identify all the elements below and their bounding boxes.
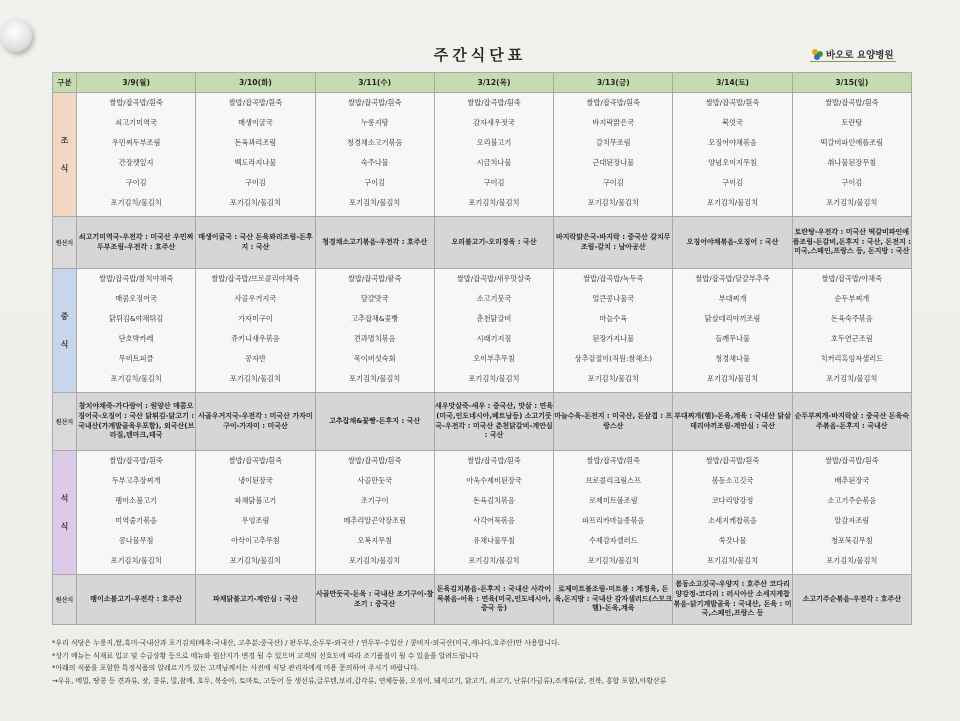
- menu-item: 돈육꽈리조림: [234, 138, 277, 147]
- menu-item: 감자새우젓국: [473, 118, 515, 127]
- menu-item: 마늘수육: [599, 314, 628, 323]
- dinner-cell: [315, 451, 434, 575]
- origin-label: 원산지: [53, 575, 77, 625]
- menu-item: 파채닭불고기: [234, 496, 277, 505]
- menu-item: 쥬키니새우볶음: [231, 334, 280, 343]
- menu-item: 사각어묵볶음: [473, 516, 515, 525]
- dinner-cell: [673, 451, 792, 575]
- menu-item: 누룽지탕: [360, 118, 389, 127]
- menu-item: 구이김: [483, 178, 505, 187]
- menu-item: 쌀밥/잡곡밥/흰죽: [109, 456, 163, 465]
- breakfast-cell: [554, 93, 673, 217]
- menu-item: 쌀밥/잡곡밥/흰죽: [228, 98, 283, 107]
- menu-item: 닭튀김&야채튀김: [109, 314, 164, 323]
- menu-item: 포기김치/물김치: [229, 198, 281, 207]
- menu-item: 봄동소고깃국: [711, 476, 754, 485]
- menu-item: 쌀밥/잡곡밥/흰죽: [586, 456, 640, 465]
- origin-label: 원산지: [53, 217, 77, 269]
- menu-item: 돈육김치볶음: [473, 496, 515, 505]
- header-label: 구분: [53, 73, 77, 93]
- menu-item: 포기김치/물김치: [826, 374, 878, 383]
- origin-cell: 소고기주순볶음-우전각 : 호주산: [792, 575, 911, 625]
- menu-item: 얼큰콩나물국: [592, 294, 635, 303]
- menu-item: 오징어야채볶음: [708, 138, 757, 147]
- breakfast-cell: [434, 93, 553, 217]
- menu-item: 포기김치/물김치: [587, 198, 639, 207]
- menu-item: 무비트피클: [118, 354, 154, 363]
- breakfast-cell: [77, 93, 196, 217]
- logo-text: 바오로 요양병원: [826, 50, 894, 61]
- menu-item: 구이김: [125, 178, 147, 187]
- menu-item: 포기김치/물김치: [587, 374, 639, 383]
- menu-item: 쌀밥/잡곡밥/녹두죽: [583, 274, 644, 283]
- origin-cell: 쇠고기미역국-우전각 : 미국산 우민찌두부조림-우전각 : 호주산: [77, 217, 196, 269]
- menu-item: 수제감자샐러드: [588, 536, 638, 545]
- menu-item: 사골우거지국: [234, 294, 277, 303]
- menu-item: 숙주나물: [360, 158, 389, 167]
- breakfast-cell: [196, 93, 315, 217]
- lunch-cell: [554, 269, 673, 393]
- origin-cell: 오리불고기-오리정육 : 국산: [434, 217, 553, 269]
- menu-item: 쌀밥/잡곡밥/흰죽: [705, 98, 760, 107]
- day-header: 3/13(금): [554, 73, 673, 93]
- origin-cell: 토란탕-우전각 : 미국산 떡갈비파인애플조림-돈갈비,돈후지 : 국산, 돈전지 : 미국,스페인,프랑스 등, 돈지방 : 국산: [792, 217, 911, 269]
- menu-item: 청경채나물: [715, 354, 750, 363]
- menu-item: 쌀밥/잡곡밥/흰죽: [347, 456, 402, 465]
- menu-item: 치커리흑임자샐러드: [820, 354, 884, 363]
- header-row: [53, 73, 912, 93]
- page-title: 주간식단표: [433, 46, 527, 64]
- origin-cell: 바지락맑은국-바지락 : 중국산 갈치무조림-갈치 : 남아공산: [554, 217, 673, 269]
- menu-item: 포기김치/물김치: [468, 374, 520, 383]
- menu-item: 고추잡채&꽃빵: [351, 314, 399, 323]
- menu-item: 근대된장나물: [592, 158, 635, 167]
- dinner-label: 석 식: [53, 451, 77, 575]
- menu-item: 아욱수제비된장국: [466, 476, 522, 485]
- notes-section: [52, 637, 932, 688]
- logo-mark-icon: [812, 49, 823, 60]
- lunch-row: [53, 269, 912, 393]
- weekly-menu-table: [52, 72, 912, 625]
- day-header: 3/15(일): [792, 73, 911, 93]
- lunch-cell: [434, 269, 553, 393]
- menu-item: 춘천닭갈비: [476, 314, 512, 323]
- origin-cell: 사골만둣국-돈육 : 국내산 조기구이-참조기 : 중국산: [315, 575, 434, 625]
- dinner-cell: [434, 451, 553, 575]
- origin-cell: 돈육김치볶음-돈후지 : 국내산 사각어묵볶음-어육 : 연육(미국,인도네시아,중국 등): [434, 575, 553, 625]
- menu-item: 포기김치/물김치: [229, 556, 281, 565]
- menu-item: 쌀밥/잡곡밥/흰죽: [347, 98, 402, 107]
- menu-item: 소세지케찹볶음: [708, 516, 757, 525]
- logo-underline: [810, 61, 896, 62]
- dinner-row: [53, 451, 912, 575]
- lunch-cell: [673, 269, 792, 393]
- origin-cell: 로제미트볼조림-미트볼 : 계정육, 돈육,돈지방 : 국내산 감자샐러드(스모크햄)-돈육,계육: [554, 575, 673, 625]
- origin-cell: 청경채소고기볶음-우전각 : 호주산: [315, 217, 434, 269]
- menu-item: 양념오이지무침: [708, 158, 757, 167]
- menu-item: 쌀밥/잡곡밥/야채죽: [821, 274, 883, 283]
- menu-item: 북엇국: [722, 118, 743, 127]
- day-header: 3/10(화): [196, 73, 315, 93]
- note-line: *우리 식당은 누룽지,쌀,흑미-국내산과 포기김치(배추:국내산, 고추분:중국산) / 판두부,순두부-외국산 / 연두부-수입산 / 콩비지-외국산(미국,캐나다,호주산)만 사용합니다.: [52, 639, 560, 647]
- day-header: 3/12(목): [434, 73, 553, 93]
- menu-item: 조기구이: [360, 496, 389, 505]
- menu-item: 쌀밥/잡곡밥/흰죽: [467, 456, 521, 465]
- menu-item: 바지락맑은국: [592, 118, 635, 127]
- menu-item: 쌀밥/잡곡밥/흰죽: [825, 456, 879, 465]
- lunch-cell: [792, 269, 911, 393]
- lunch-cell: [315, 269, 434, 393]
- menu-item: 소고기뭇국: [476, 294, 512, 303]
- menu-item: 포기김치/물김치: [468, 198, 520, 207]
- menu-item: 쌀밥/잡곡밥/흰죽: [586, 98, 640, 107]
- origin-cell: 새우맛살죽-새우 : 중국산, 맛살 : 연육(미국,인도네시아,베트남등) 소고기뭇국-우전각 : 미국산 춘천닭갈비-계안심 : 국산: [434, 393, 553, 451]
- menu-item: 토란탕: [841, 118, 863, 127]
- menu-item: 파프리카마늘종볶음: [582, 516, 645, 525]
- menu-item: 가자미구이: [238, 314, 273, 323]
- menu-item: 오리불고기: [476, 138, 512, 147]
- menu-item: 포기김치/물김치: [826, 556, 878, 565]
- note-line: *아래의 식품을 포함한 특정식품의 알레르기가 있는 고객님께서는 사전에 식당 관리자에게 미용 문의하여 주시기 바랍니다.: [52, 664, 419, 673]
- menu-item: 구이김: [364, 178, 386, 187]
- origin-cell: 팽이소불고기-우전각 : 호주산: [77, 575, 196, 625]
- origin-cell: 고추잡채&꽃빵-돈후지 : 국산: [315, 393, 434, 451]
- menu-item: 구이김: [245, 178, 266, 187]
- menu-item: 쇠고기미역국: [115, 118, 157, 127]
- menu-item: 미역줄기볶음: [115, 516, 157, 525]
- menu-item: 순두부찌개: [834, 294, 870, 303]
- note-line: →우유, 메밀, 땅콩 등 견과류, 잣, 콩류, 밀,참깨, 호두, 복숭아, 토마토, 고등어 등 생선류,글루텐,보리,갑각류, 연체동물, 오징어, 돼지고기, 닭고기, 쇠고기, 난류(가금류),조개류(굴, 전복, 홍합 포함),아황산류: [52, 677, 667, 686]
- menu-item: 오복지무침: [357, 536, 393, 545]
- menu-item: 청경채소고기볶음: [346, 138, 403, 147]
- menu-item: 소고기주순볶음: [827, 496, 877, 505]
- origin-cell: 마늘수육-돈전지 : 미국산, 돈삼겹 : 프랑스산: [554, 393, 673, 451]
- menu-item: 상추겉절이(직원:쌈채소): [574, 354, 652, 363]
- menu-item: 쌀밥/잡곡밥/흰죽: [109, 98, 163, 107]
- dinner-cell: [554, 451, 673, 575]
- menu-item: 떡갈비파인애플조림: [820, 138, 884, 147]
- menu-item: 메추리알곤약장조림: [343, 516, 406, 525]
- origin-cell: 부대찌개(햄)-돈육,계육 : 국내산 닭살데리야끼조림-계안심 : 국산: [673, 393, 792, 451]
- menu-item: 쌀밥/잡곡밥/팥죽: [347, 274, 402, 283]
- menu-item: 시래기지짐: [476, 334, 512, 343]
- menu-item: 닭살데리야끼조림: [704, 314, 761, 323]
- menu-item: 매콤오징어국: [115, 294, 157, 303]
- menu-item: 부대찌개: [718, 294, 747, 303]
- menu-item: 두부고추장찌개: [111, 476, 161, 485]
- lunch-label: 중 식: [53, 269, 77, 393]
- menu-item: 간장깻잎지: [118, 158, 154, 167]
- lunch-origin-row: [53, 393, 912, 451]
- menu-item: 쌀밥/잡곡밥/흰죽: [825, 98, 879, 107]
- menu-item: 아삭이고추무침: [231, 536, 280, 545]
- breakfast-cell: [315, 93, 434, 217]
- menu-item: 사골만둣국: [357, 476, 393, 485]
- origin-cell: 봄동소고깃국-우양지 : 호주산 코다리양강정-코다리 : 러시아산 소세지케찹볶음-닭기계발골육 : 국내산, 돈육 : 미국,스페인,프랑스 등: [673, 575, 792, 625]
- menu-item: 포기김치/물김치: [110, 556, 162, 565]
- menu-item: 포기김치/물김치: [826, 198, 878, 207]
- menu-item: 포기김치/물김치: [349, 556, 401, 565]
- menu-item: 호두연근조림: [831, 334, 873, 343]
- menu-item: 된장가지나물: [592, 334, 635, 343]
- note-line: *상기 메뉴는 식재료 입고 및 수급상황 등으로 메뉴와 원산지가 변경 될 수 있으며 고객의 선호도에 따라 조기품절이 될 수 있음을 알려드립니다: [52, 651, 479, 660]
- menu-item: 청포묵김무침: [831, 536, 873, 545]
- menu-item: 냉이된장국: [238, 476, 273, 485]
- origin-cell: 파채닭불고기-계안심 : 국산: [196, 575, 315, 625]
- breakfast-cell: [673, 93, 792, 217]
- menu-item: 쌀밥/잡곡밥/흰죽: [705, 456, 760, 465]
- menu-item: 포기김치/물김치: [707, 374, 759, 383]
- lunch-cell: [77, 269, 196, 393]
- menu-item: 코다리양강정: [711, 496, 754, 505]
- dinner-cell: [77, 451, 196, 575]
- breakfast-label: 조 식: [53, 93, 77, 217]
- origin-cell: 참치야채죽-가다랑어 : 원양산 매콤오징어국-오징어 : 국산 닭튀김-닭고기 : 국내산(가계발골육우포함), 외국산(브라질,덴마크,태국: [77, 393, 196, 451]
- menu-item: 시금치나물: [476, 158, 512, 167]
- menu-item: 포기김치/물김치: [349, 374, 401, 383]
- lunch-cell: [196, 269, 315, 393]
- menu-item: 포기김치/물김치: [229, 374, 281, 383]
- day-header: 3/9(월): [77, 73, 196, 93]
- menu-item: 오이부추무침: [473, 354, 515, 363]
- menu-item: 구이김: [602, 178, 624, 187]
- menu-item: 쌀밥/잡곡밥/브로콜리야채죽: [211, 274, 300, 283]
- menu-item: 쌀밥/잡곡밥/흰죽: [467, 98, 521, 107]
- menu-item: 쌀밥/잡곡밥/새우맛살죽: [456, 274, 532, 283]
- menu-item: 구이김: [722, 178, 743, 187]
- day-header: 3/14(토): [673, 73, 792, 93]
- menu-item: 유채나물무침: [473, 536, 515, 545]
- menu-item: 단호박카레: [118, 334, 154, 343]
- menu-item: 구이김: [841, 178, 863, 187]
- menu-item: 포기김치/물김치: [110, 374, 162, 383]
- dinner-cell: [792, 451, 911, 575]
- origin-cell: 순두부찌개-바지락살 : 중국산 돈육숙주볶음-돈후지 : 국내산: [792, 393, 911, 451]
- hospital-logo: [812, 47, 894, 61]
- menu-item: 달걀맛국: [360, 294, 389, 303]
- origin-cell: 오징어야채볶음-오징어 : 국산: [673, 217, 792, 269]
- menu-item: 포기김치/물김치: [587, 556, 639, 565]
- menu-item: 콩자반: [245, 354, 266, 363]
- menu-item: 콩나물무침: [118, 536, 154, 545]
- dinner-origin-row: [53, 575, 912, 625]
- menu-item: 목이버섯숙회: [353, 354, 396, 363]
- menu-item: 포기김치/물김치: [110, 198, 162, 207]
- menu-item: 포기김치/물김치: [349, 198, 401, 207]
- menu-item: 견과멸치볶음: [353, 334, 396, 343]
- menu-item: 포기김치/물김치: [468, 556, 520, 565]
- menu-item: 우엉조림: [241, 516, 270, 525]
- menu-item: 쑥갓나물: [718, 536, 747, 545]
- menu-item: 브로콜리크림스프: [585, 476, 642, 485]
- menu-item: 배추된장국: [834, 476, 870, 485]
- breakfast-row: [53, 93, 912, 217]
- dinner-cell: [196, 451, 315, 575]
- menu-item: 취나물된장무침: [827, 158, 877, 167]
- menu-item: 쌀밥/잡곡밥/참치야채죽: [99, 274, 174, 283]
- menu-item: 매생이굴국: [238, 118, 273, 127]
- menu-item: 로제미트볼조림: [588, 496, 638, 505]
- menu-item: 팽이소불고기: [115, 496, 157, 505]
- menu-item: 우민찌두부조림: [111, 138, 161, 147]
- menu-item: 백도라지나물: [234, 158, 277, 167]
- menu-item: 알감자조림: [834, 516, 870, 525]
- menu-item: 갈치무조림: [595, 138, 631, 147]
- menu-item: 포기김치/물김치: [707, 198, 759, 207]
- origin-cell: 매생이굴국 : 국산 돈육꽈리조림-돈후지 : 국산: [196, 217, 315, 269]
- day-header: 3/11(수): [315, 73, 434, 93]
- menu-item: 포기김치/물김치: [707, 556, 759, 565]
- menu-item: 돈육숙주볶음: [831, 314, 873, 323]
- menu-item: 쌀밥/잡곡밥/달걀부추죽: [695, 274, 770, 283]
- breakfast-origin-row: [53, 217, 912, 269]
- breakfast-cell: [792, 93, 911, 217]
- menu-item: 쌀밥/잡곡밥/흰죽: [228, 456, 283, 465]
- origin-label: 원산지: [53, 393, 77, 451]
- menu-item: 들깨무나물: [715, 334, 750, 343]
- origin-cell: 사골우거지국-우전각 : 미국산 가자미구이-가자미 : 미국산: [196, 393, 315, 451]
